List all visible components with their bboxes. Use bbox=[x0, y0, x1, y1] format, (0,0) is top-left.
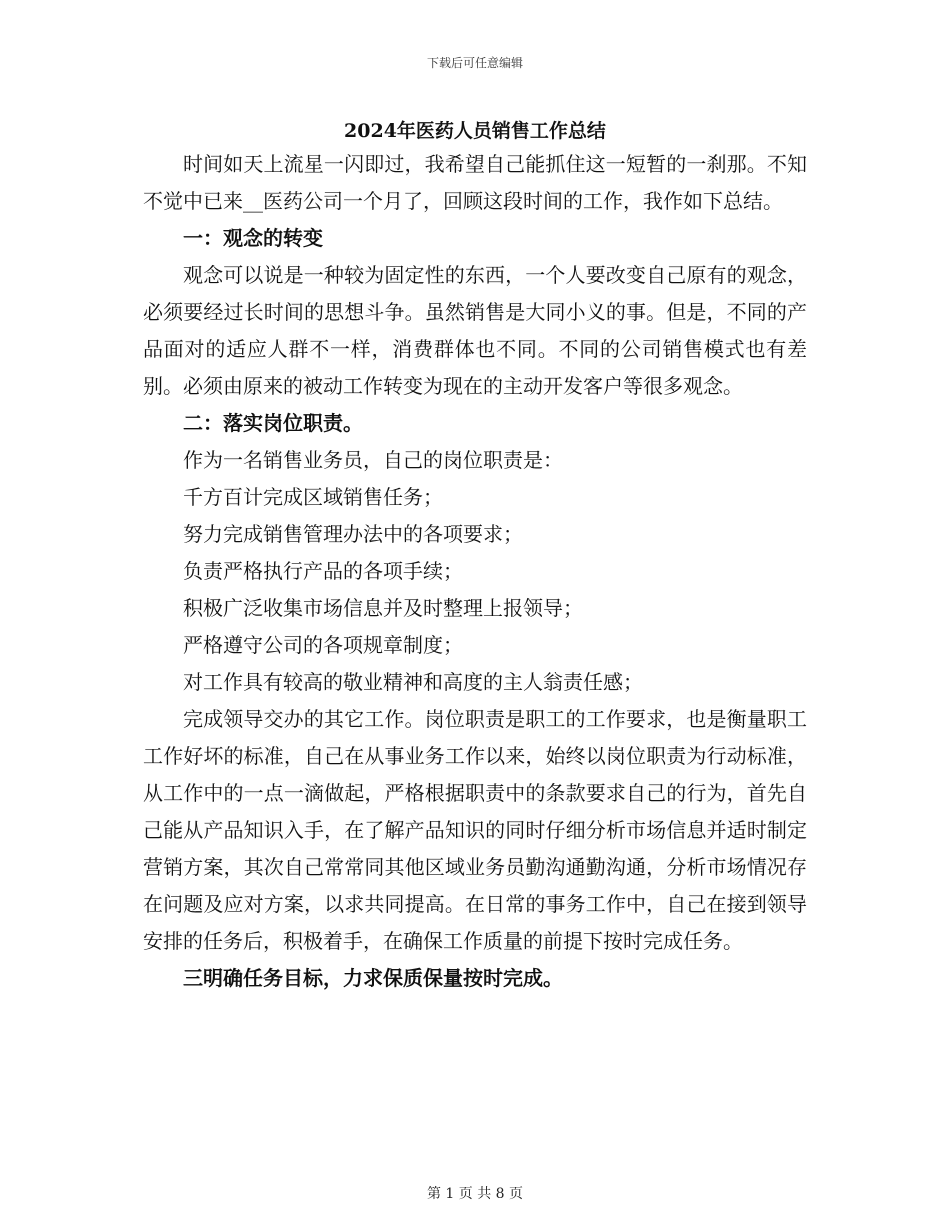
page-number: 第 1 页 共 8 页 bbox=[426, 1186, 524, 1202]
duty-item: 努力完成销售管理办法中的各项要求； bbox=[183, 522, 523, 546]
duty-item: 对工作具有较高的敬业精神和高度的主人翁责任感； bbox=[183, 670, 643, 694]
section-heading-3: 三明确任务目标，力求保质保量按时完成。 bbox=[183, 966, 563, 990]
paragraph-duties-detail: 完成领导交办的其它工作。岗位职责是职工的工作要求，也是衡量职工工作好坏的标准，自己在从事业务工作以来，始终以岗位职责为行动标准，从工作中的一点一滴做起，严格根据职责中的条款要求自己的行为，首先自己能从产品知识入手，在了解产品知识的同时仔细分析市场信息并适时制定营销方案，其次自己常常同其他区域业务员勤沟通勤沟通，分析市场情况存在问题及应对方案，以求共同提高。在日常的事务工作中，自己在接到领导安排的任务后，积极着手，在确保工作质量的前提下按时完成任务。 bbox=[143, 707, 807, 953]
duty-item: 千方百计完成区域销售任务； bbox=[183, 485, 443, 509]
section-heading-2: 二：落实岗位职责。 bbox=[183, 411, 363, 435]
header-note: 下载后可任意编辑 bbox=[426, 56, 523, 70]
paragraph-concept: 观念可以说是一种较为固定性的东西，一个人要改变自己原有的观念，必须要经过长时间的思想斗争。虽然销售是大同小义的事。但是，不同的产品面对的适应人群不一样，消费群体也不同。不同的公司销售模式也有差别。必须由原来的被动工作转变为现在的主动开发客户等很多观念。 bbox=[143, 263, 807, 398]
section-heading-1: 一：观念的转变 bbox=[183, 226, 323, 250]
duty-item: 积极广泛收集市场信息并及时整理上报领导； bbox=[183, 596, 583, 620]
paragraph-duties-intro: 作为一名销售业务员，自己的岗位职责是： bbox=[183, 448, 563, 472]
paragraph-intro: 时间如天上流星一闪即过，我希望自己能抓住这一短暂的一刹那。不知不觉中已来__医药公司一个月了，回顾这段时间的工作，我作如下总结。 bbox=[143, 152, 807, 213]
document-body bbox=[143, 146, 807, 997]
page-title: 2024年医药人员销售工作总结 bbox=[344, 120, 606, 142]
duty-item: 负责严格执行产品的各项手续； bbox=[183, 559, 463, 583]
duty-item: 严格遵守公司的各项规章制度； bbox=[183, 633, 463, 657]
